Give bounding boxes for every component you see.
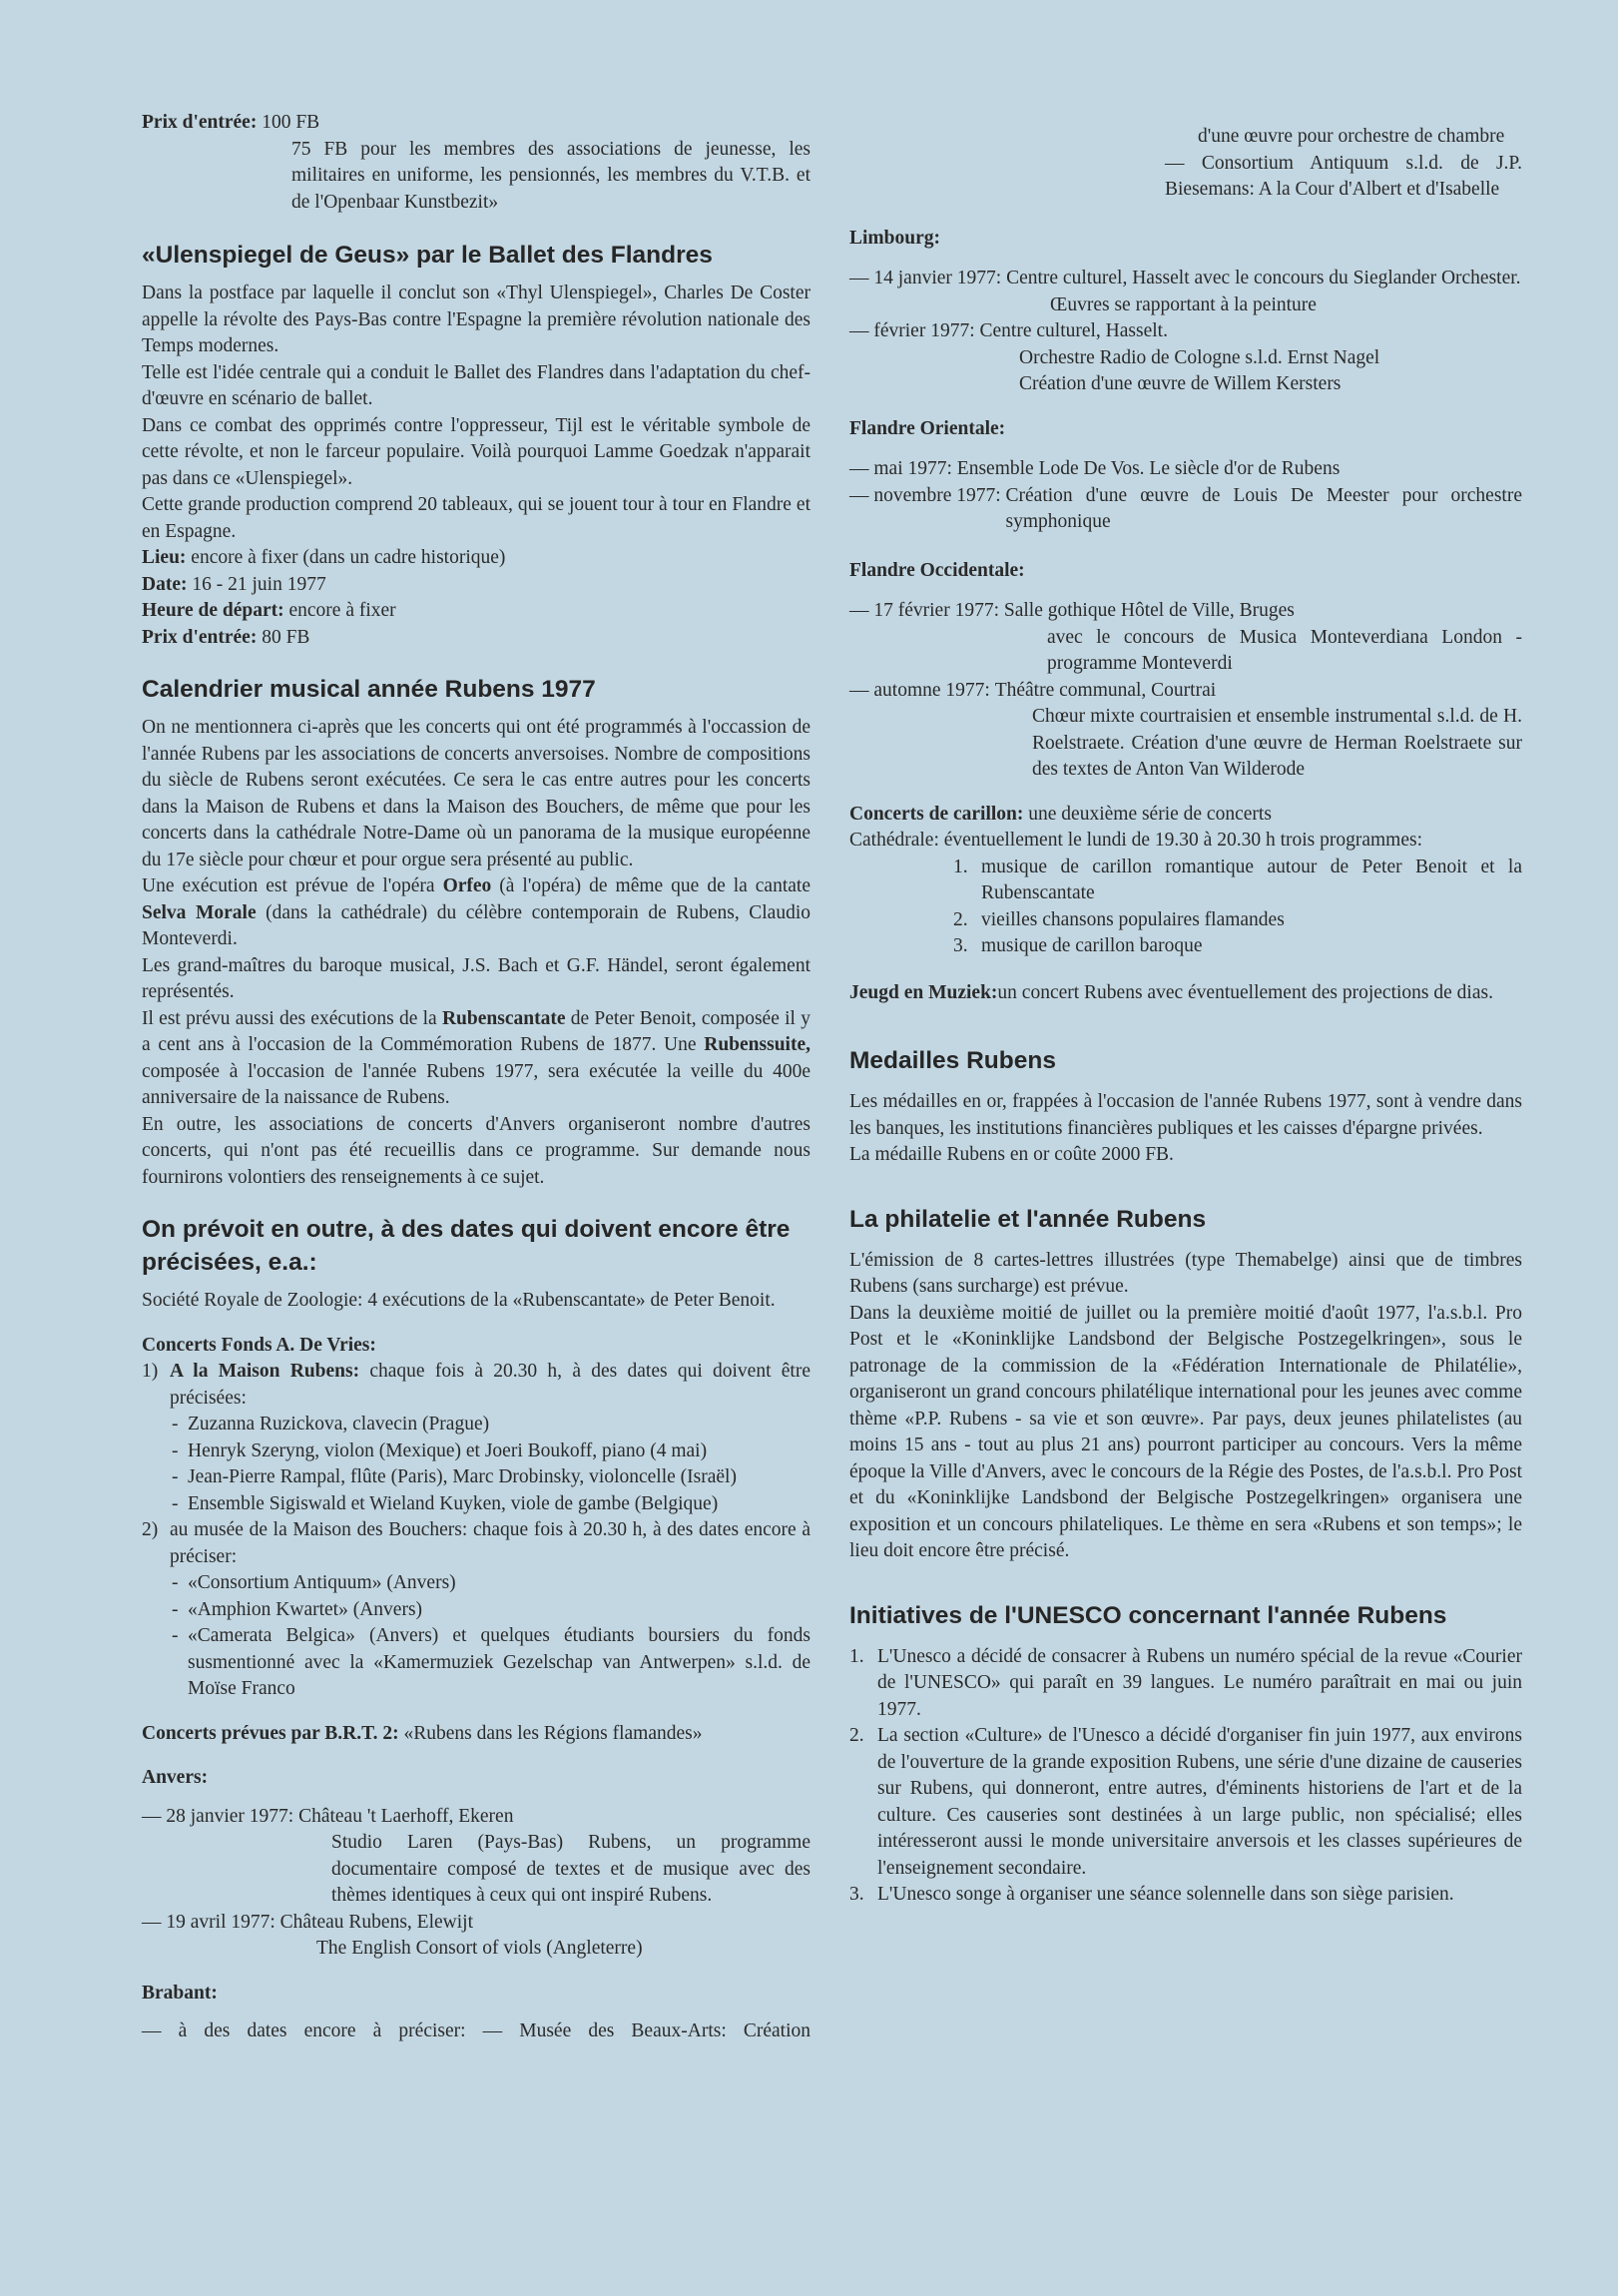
- dash-marker: -: [172, 1598, 179, 1620]
- limbourg-event-1-detail: Œuvres se rapportant à la peinture: [1050, 293, 1317, 315]
- list-item-text: Zuzanna Ruzickova, clavecin (Prague): [188, 1414, 490, 1435]
- entry-price-detail: 75 FB pour les membres des associations de jeunesse, les militaires en uniforme, les pensionnés, les membres du V.T.B. et de l'Openbaar Kunstbezit»: [291, 138, 810, 213]
- anvers-event-1-detail: Studio Laren (Pays-Bas) Rubens, un programme documentaire composé de textes et de musique avec des thèmes identiques à ceux qui ont inspiré Rubens.: [331, 1832, 810, 1906]
- flandre-occidentale-label: Flandre Occidentale:: [849, 559, 1025, 581]
- list-item-number: 3.: [849, 1884, 864, 1905]
- list-item-text: L'Unesco songe à organiser une séance solennelle dans son siège parisien.: [877, 1884, 1454, 1905]
- text: Il est prévu aussi des exécutions de la: [142, 1007, 442, 1029]
- brt-label: Concerts prévues par B.R.T. 2:: [142, 1722, 399, 1744]
- brt-value: «Rubens dans les Régions flamandes»: [398, 1722, 703, 1744]
- ulenspiegel-heading: «Ulenspiegel de Geus» par le Ballet des Flandres: [142, 242, 713, 269]
- event-date: — 17 février 1977:: [849, 600, 1004, 621]
- limbourg-event-1: [849, 266, 1522, 292]
- focc-event-2: [849, 678, 1522, 705]
- vries-item-1-list: [142, 1412, 810, 1517]
- dash-marker: -: [172, 1492, 179, 1514]
- anvers-label: Anvers:: [142, 1767, 209, 1788]
- limbourg-event-2: [849, 318, 1522, 345]
- focc-event-1-detail: avec le concours de Musica Monteverdiana London - programme Monteverdi: [1047, 626, 1522, 674]
- list-item-number: 1.: [849, 1645, 864, 1667]
- list-item: [849, 1723, 1522, 1882]
- focc-event-2-detail: Chœur mixte courtraisien et ensemble instrumental s.l.d. de H. Roelstraete. Création d'une œuvre de Herman Roelstraete sur des textes de Anton Van Wilderode: [1032, 706, 1522, 780]
- rubenssuite-title: Rubenssuite,: [704, 1034, 810, 1055]
- limbourg-event-2-detail-1: Orchestre Radio de Cologne s.l.d. Ernst Nagel: [1019, 346, 1380, 368]
- event-date: — 14 janvier 1977:: [849, 268, 1007, 288]
- event-date: — 19 avril 1977:: [142, 1911, 280, 1933]
- unesco-list: [849, 1644, 1522, 1909]
- list-item-text: L'Unesco a décidé de consacrer à Rubens un numéro spécial de la revue «Courier de l'UNESCO» qui paraît en 39 langues. Le numéro paraîtrait en mai ou juin 1977.: [877, 1645, 1522, 1720]
- list-item-text: «Consortium Antiquum» (Anvers): [188, 1572, 456, 1593]
- limbourg-label: Limbourg:: [849, 227, 941, 249]
- event-date: — 28 janvier 1977:: [142, 1805, 299, 1827]
- fo-event-2: [849, 483, 1522, 536]
- ulenspiegel-para-1: Dans la postface par laquelle il conclut son «Thyl Ulenspiegel», Charles De Coster appelle la révolte des Pays-Bas contre l'Espagne la première révolution nationale des Temps modernes.: [142, 283, 810, 356]
- text: (à l'opéra) de même que de la cantate: [491, 875, 810, 896]
- vries-item-2-list: [142, 1570, 810, 1703]
- list-item: [142, 1412, 810, 1438]
- calendar-para-2: [142, 873, 810, 953]
- event-date: — automne 1977:: [849, 679, 995, 701]
- lieu-label: Lieu:: [142, 547, 187, 568]
- medailles-para-2: La médaille Rubens en or coûte 2000 FB.: [849, 1144, 1174, 1165]
- heure-value: encore à fixer: [288, 600, 396, 621]
- text: (dans la cathédrale) du célèbre contemporain de Rubens, Claudio Monteverdi.: [142, 901, 810, 949]
- vries-item-1: [142, 1359, 810, 1412]
- rubenscantate-title: Rubenscantate: [441, 1007, 566, 1029]
- medailles-heading: Medailles Rubens: [849, 1047, 1056, 1074]
- event-place: Théâtre communal, Courtrai: [994, 679, 1217, 701]
- event-place: Ensemble Lode De Vos. Le siècle d'or de Rubens: [956, 458, 1341, 479]
- text: Une exécution est prévue de l'opéra: [142, 875, 443, 896]
- list-item-text: «Camerata Belgica» (Anvers) et quelques étudiants boursiers du fonds susmentionné avec la «Kamermuziek Gezelschap van Antwerpen» s.l.d. de Moïse Franco: [188, 1625, 810, 1699]
- dash-marker: -: [172, 1414, 179, 1435]
- philatelie-heading: La philatelie et l'année Rubens: [849, 1205, 1207, 1233]
- lieu-line: [142, 545, 810, 572]
- anvers-event-2-detail: The English Consort of viols (Angleterre): [316, 1938, 643, 1959]
- event-date: — février 1977:: [849, 320, 980, 341]
- philatelie-para-2: Dans la deuxième moitié de juillet ou la première moitié d'août 1977, l'a.s.b.l. Pro Post et le «Koninklijke Landsbond der Belgische Postzegelkringen», sous le patronage de la commission de la «Fédération Internationale de Philatélie», organiseront un grand concours philatélique international pour les jeunes avec comme thème «P.P. Rubens - sa vie et son œuvre». Par pays, deux jeunes philatelistes (au moins 15 ans - tout au plus 21 ans) pourront participer au concours. Vers la même époque la Ville d'Anvers, avec le concours de la Régie des Postes, de l'a.s.b.l. Pro Post et du «Koninklijke Landsbond der Belgische Postzegelkringen» organisera une exposition et un concours philateliques. Le thème en sera «Rubens et son temps»; le lieu doit encore être précisé.: [849, 1302, 1522, 1561]
- date-line: [142, 572, 810, 599]
- medailles-para-1: Les médailles en or, frappées à l'occasion de l'année Rubens 1977, sont à vendre dans les banques, les institutions financières publiques et les caisses d'épargne privées.: [849, 1091, 1522, 1139]
- list-item: [849, 907, 1522, 934]
- brt-line: [142, 1721, 810, 1748]
- list-item-number: 2.: [953, 908, 968, 930]
- brabant-cont-2: — Consortium Antiquum s.l.d. de J.P. Biesemans: A la Cour d'Albert et d'Isabelle: [1165, 152, 1522, 200]
- list-item-number: 2.: [849, 1725, 864, 1746]
- list-item-number: 3.: [953, 935, 968, 956]
- heure-line: [142, 598, 810, 625]
- list-item: [142, 1464, 810, 1491]
- vries-item-2-number: 2): [142, 1519, 159, 1540]
- event-date: — novembre 1977:: [849, 484, 1006, 506]
- list-item-text: musique de carillon romantique autour de Peter Benoit et la Rubenscantate: [981, 856, 1522, 903]
- list-item: [142, 1570, 810, 1597]
- list-item-text: vieilles chansons populaires flamandes: [981, 908, 1285, 930]
- dash-marker: -: [172, 1439, 179, 1461]
- list-item-text: Henryk Szeryng, violon (Mexique) et Joeri Boukoff, piano (4 mai): [188, 1439, 708, 1461]
- heure-label: Heure de départ:: [142, 600, 284, 621]
- carillon-line: [849, 802, 1522, 829]
- list-item-text: Ensemble Sigiswald et Wieland Kuyken, viole de gambe (Belgique): [188, 1492, 719, 1514]
- entry-price-2-value: 80 FB: [262, 626, 310, 648]
- ulenspiegel-para-4: Cette grande production comprend 20 tableaux, qui se jouent tour à tour en Flandre et en Espagne.: [142, 494, 810, 542]
- entry-price-1: [142, 110, 810, 137]
- brabant-cont-1: d'une œuvre pour orchestre de chambre: [1198, 126, 1505, 147]
- brabant-label: Brabant:: [142, 1982, 218, 2004]
- text: chaque fois à 20.30 h, à des dates qui doivent être précisées:: [170, 1361, 810, 1409]
- entry-price-label: Prix d'entrée:: [142, 112, 258, 133]
- event-date: — mai 1977:: [849, 458, 957, 479]
- calendar-heading: Calendrier musical année Rubens 1977: [142, 676, 596, 703]
- list-item: [142, 1623, 810, 1703]
- calendar-para-4: [142, 1006, 810, 1112]
- fo-event-1: [849, 456, 1522, 483]
- jeugd-value: un concert Rubens avec éventuellement des projections de dias.: [997, 981, 1493, 1003]
- carillon-list: [849, 855, 1522, 960]
- vries-item-1-text: [170, 1359, 810, 1412]
- cathedrale-line: Cathédrale: éventuellement le lundi de 19.30 à 20.30 h trois programmes:: [849, 830, 1423, 851]
- list-item-number: 1.: [953, 856, 968, 877]
- date-value: 16 - 21 juin 1977: [192, 573, 326, 595]
- list-item-text: musique de carillon baroque: [981, 935, 1203, 956]
- vries-item-2: [142, 1517, 810, 1570]
- list-item-text: Jean-Pierre Rampal, flûte (Paris), Marc Drobinsky, violoncelle (Israël): [188, 1466, 737, 1487]
- ulenspiegel-para-2: Telle est l'idée centrale qui a conduit le Ballet des Flandres dans l'adaptation du chef-d'œuvre en scénario de ballet.: [142, 361, 810, 409]
- selva-morale-title: Selva Morale: [142, 901, 257, 923]
- dash-marker: -: [172, 1625, 179, 1646]
- vries-item-2-text: au musée de la Maison des Bouchers: chaque fois à 20.30 h, à des dates encore à préciser:: [170, 1519, 810, 1567]
- list-item: [142, 1597, 810, 1624]
- prevoit-heading: On prévoit en outre, à des dates qui doivent encore être précisées, e.a.:: [142, 1216, 791, 1276]
- calendar-para-3: Les grand-maîtres du baroque musical, J.S. Bach et G.F. Händel, seront également représentés.: [142, 954, 810, 1002]
- list-item: [142, 1491, 810, 1518]
- entry-price-2-label: Prix d'entrée:: [142, 626, 258, 648]
- vries-label: Concerts Fonds A. De Vries:: [142, 1334, 376, 1356]
- carillon-label: Concerts de carillon:: [849, 803, 1024, 825]
- right-column: [849, 124, 1522, 1909]
- list-item: [849, 1882, 1522, 1909]
- list-item: [849, 933, 1522, 960]
- list-item: [849, 855, 1522, 907]
- entry-price-2: [142, 625, 810, 652]
- text: de Peter Benoit, composée il y a cent ans à l'occasion de la Commémoration Rubens de 1877. Une: [142, 1007, 810, 1055]
- date-label: Date:: [142, 573, 188, 595]
- maison-rubens-label: A la Maison Rubens:: [170, 1361, 360, 1382]
- anvers-event-1: [142, 1804, 810, 1831]
- list-item: [142, 1438, 810, 1465]
- limbourg-event-2-detail-2: Création d'une œuvre de Willem Kersters: [1019, 373, 1342, 394]
- lieu-value: encore à fixer (dans un cadre historique): [191, 547, 506, 568]
- unesco-heading: Initiatives de l'UNESCO concernant l'année Rubens: [849, 1601, 1447, 1629]
- anvers-event-2: [142, 1910, 810, 1937]
- jeugd-line: [849, 980, 1522, 1007]
- dash-marker: -: [172, 1572, 179, 1593]
- vries-item-1-number: 1): [142, 1361, 159, 1382]
- event-place: Château Rubens, Elewijt: [279, 1911, 473, 1933]
- focc-event-1: [849, 598, 1522, 625]
- event-place: Centre culturel, Hasselt avec le concours du Sieglander Orchester.: [1006, 268, 1521, 288]
- list-item: [849, 1644, 1522, 1724]
- list-item-text: «Amphion Kwartet» (Anvers): [188, 1598, 423, 1620]
- text: composée à l'occasion de l'année Rubens 1977, sera exécutée la veille du 400e anniversaire de la naissance de Rubens.: [142, 1060, 810, 1108]
- calendar-para-5: En outre, les associations de concerts d'Anvers organiseront nombre d'autres concerts, qui n'ont pas été recueillis dans ce programme. Sur demande nous fournirons volontiers des renseignements à ce sujet.: [142, 1113, 810, 1188]
- left-column: [142, 110, 810, 2045]
- flandre-orientale-label: Flandre Orientale:: [849, 417, 1006, 439]
- jeugd-label: Jeugd en Muziek:: [849, 981, 998, 1003]
- event-place: Salle gothique Hôtel de Ville, Bruges: [1003, 600, 1295, 621]
- entry-price-value: 100 FB: [262, 112, 320, 133]
- carillon-value: une deuxième série de concerts: [1023, 803, 1272, 825]
- event-place: Centre culturel, Hasselt.: [979, 320, 1168, 341]
- ulenspiegel-para-3: Dans ce combat des opprimés contre l'oppresseur, Tijl est le véritable symbole de cette révolte, et non le farceur populaire. Voilà pourquoi Lamme Goedzak n'apparait pas dans ce «Ulenspiegel».: [142, 414, 810, 489]
- event-place: Château 't Laerhoff, Ekeren: [298, 1805, 514, 1827]
- dash-marker: -: [172, 1466, 179, 1487]
- calendar-para-1: On ne mentionnera ci-après que les concerts qui ont été programmés à l'occassion de l'année Rubens par les associations de concerts anversoises. Nombre de compositions du siècle de Rubens seront exécutées. Ce sera le cas entre autres pour les concerts dans la Maison de Rubens et dans la Maison des Bouchers, de même que pour les concerts dans la cathédrale Notre-Dame où un panorama de la musique européenne du 17e siècle pour chœur et pour orgue sera présenté au public.: [142, 717, 810, 870]
- orfeo-title: Orfeo: [442, 875, 492, 896]
- list-item-text: La section «Culture» de l'Unesco a décidé d'organiser fin juin 1977, aux environs de l'ouverture de la grande exposition Rubens, une série d'une dizaine de causeries sur Rubens, qui donneront, entre autres, d'éminents historiens de l'art et de la culture. Ces causeries sont destinées à un large public, non spécialisé; elles intéresseront aussi le monde universitaire anversois et les classes supérieures de l'enseignement secondaire.: [877, 1725, 1522, 1879]
- philatelie-para-1: L'émission de 8 cartes-lettres illustrées (type Themabelge) ainsi que de timbres Rubens (sans surcharge) est prévue.: [849, 1249, 1522, 1297]
- zoology-para: Société Royale de Zoologie: 4 exécutions de la «Rubenscantate» de Peter Benoit.: [142, 1290, 776, 1311]
- brabant-event-1: — à des dates encore à préciser: — Musée des Beaux-Arts: Création: [142, 2020, 810, 2041]
- event-place: Création d'une œuvre de Louis De Meester pour orchestre symphonique: [1005, 484, 1522, 532]
